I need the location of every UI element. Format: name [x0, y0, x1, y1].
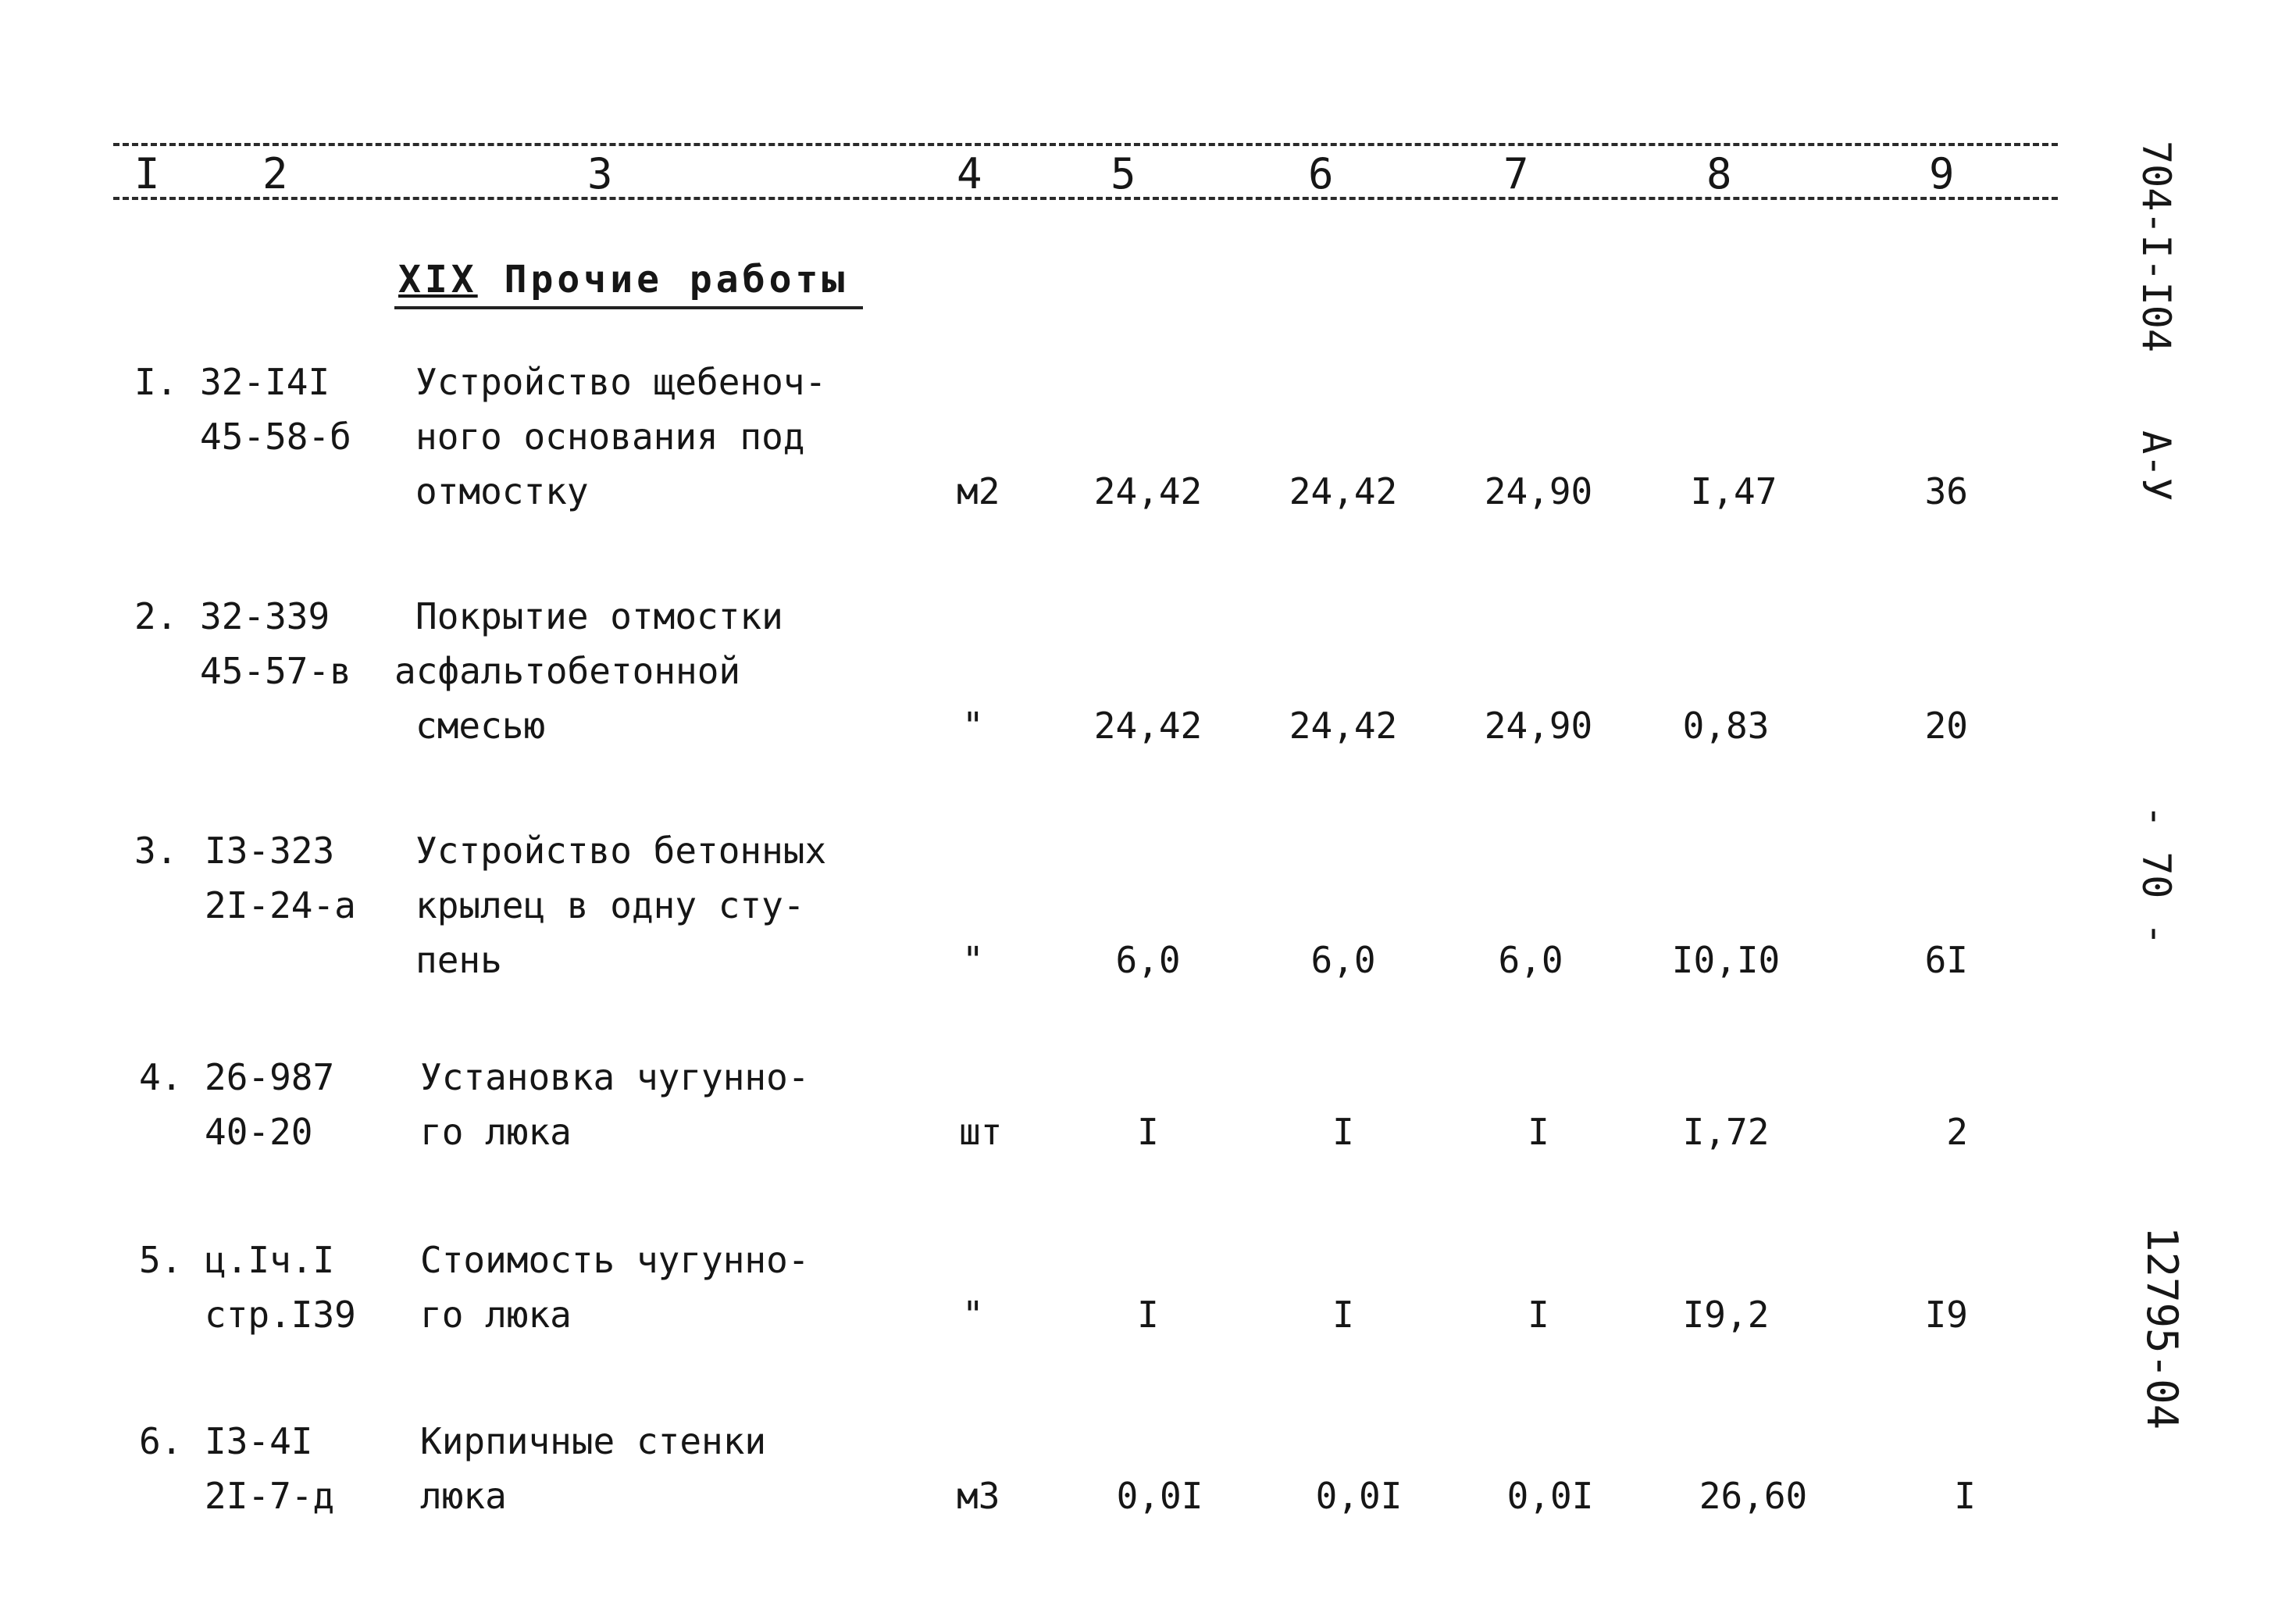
column-header-4: 4: [957, 149, 982, 198]
row-value-col5: I: [1137, 1294, 1159, 1336]
row-value-col5: 0,0I: [1116, 1475, 1203, 1517]
row-description-line: Кирпичные стенки: [420, 1420, 767, 1462]
row-value-col8: I,47: [1690, 470, 1777, 512]
header-top-rule: [113, 143, 2058, 146]
row-value-col6: I: [1332, 1111, 1354, 1153]
row-description-line: пень: [415, 939, 502, 981]
column-header-9: 9: [1929, 149, 1955, 198]
row-number: 5.: [139, 1239, 183, 1281]
row-value-col9: I9: [1924, 1294, 1968, 1336]
row-unit: ": [962, 705, 984, 747]
row-value-col9: I: [1954, 1475, 1976, 1517]
margin-page-number: - 70 -: [2134, 805, 2179, 946]
row-value-col9: 6I: [1924, 939, 1968, 981]
row-value-col6: 6,0: [1310, 939, 1376, 981]
row-number: 3.: [134, 830, 178, 872]
column-header-5: 5: [1111, 149, 1136, 198]
row-description-line: крылец в одну сту-: [415, 884, 805, 926]
row-code-line: 2I-24-а: [205, 884, 356, 926]
row-value-col8: I,72: [1682, 1111, 1770, 1153]
margin-album-text: А-У: [2134, 430, 2179, 501]
section-title-text: Прочие работы: [504, 258, 849, 302]
row-description-line: Установка чугунно-: [420, 1056, 810, 1098]
column-header-7: 7: [1503, 149, 1529, 198]
column-header-8: 8: [1706, 149, 1732, 198]
row-code-line: I3-4I: [205, 1420, 313, 1462]
row-unit: м2: [957, 470, 1000, 512]
row-number: I.: [134, 361, 178, 403]
row-description-line: го люка: [420, 1111, 572, 1153]
row-value-col7: 6,0: [1498, 939, 1563, 981]
row-number: 6.: [139, 1420, 183, 1462]
row-value-col9: 2: [1946, 1111, 1968, 1153]
row-value-col7: 24,90: [1484, 470, 1593, 512]
column-header-3: 3: [587, 149, 613, 198]
row-value-col6: 0,0I: [1315, 1475, 1403, 1517]
row-number: 4.: [139, 1056, 183, 1098]
row-value-col7: 0,0I: [1506, 1475, 1594, 1517]
row-unit: шт: [959, 1111, 1003, 1153]
row-value-col5: 6,0: [1115, 939, 1181, 981]
row-code-line: 45-57-в: [200, 650, 351, 692]
row-description-line: смесью: [415, 705, 546, 747]
row-value-col5: 24,42: [1093, 705, 1203, 747]
row-code-line: 2I-7-д: [205, 1475, 335, 1517]
margin-document-code: [2134, 141, 2179, 501]
section-title: [398, 258, 848, 302]
row-description-line: отмостку: [415, 470, 589, 512]
row-value-col9: 20: [1924, 705, 1968, 747]
row-value-col8: 0,83: [1682, 705, 1770, 747]
row-code-line: 32-I4I: [200, 361, 330, 403]
row-code-line: ц.Iч.I: [205, 1239, 335, 1281]
row-value-col8: I9,2: [1682, 1294, 1770, 1336]
row-code-line: 32-339: [200, 595, 330, 637]
row-value-col6: 24,42: [1289, 705, 1398, 747]
margin-stamp-number: 12795-04: [2137, 1226, 2187, 1430]
row-code-line: 26-987: [205, 1056, 335, 1098]
row-unit: м3: [957, 1475, 1000, 1517]
row-value-col7: I: [1528, 1111, 1549, 1153]
header-bottom-rule: [113, 197, 2058, 200]
row-description-line: Устройство бетонных: [415, 830, 827, 872]
row-description-line: Стоимость чугунно-: [420, 1239, 810, 1281]
row-description-line: го люка: [420, 1294, 572, 1336]
row-value-col7: I: [1528, 1294, 1549, 1336]
row-value-col7: 24,90: [1484, 705, 1593, 747]
row-unit: ": [962, 1294, 984, 1336]
row-code-line: стр.I39: [205, 1294, 356, 1336]
section-underline: [394, 306, 863, 309]
section-numeral: XIX: [398, 258, 478, 302]
row-value-col8: 26,60: [1699, 1475, 1808, 1517]
row-description-line: люка: [420, 1475, 507, 1517]
column-header-1: I: [134, 149, 160, 198]
row-value-col6: 24,42: [1289, 470, 1398, 512]
row-description-line: Устройство щебеноч-: [415, 361, 827, 403]
row-unit: ": [962, 939, 984, 981]
row-number: 2.: [134, 595, 178, 637]
row-description-line: ного основания под: [415, 416, 805, 458]
row-description-line: асфальтобетонной: [394, 650, 741, 692]
row-value-col9: 36: [1924, 470, 1968, 512]
row-value-col5: 24,42: [1093, 470, 1203, 512]
row-code-line: I3-323: [205, 830, 335, 872]
row-code-line: 45-58-б: [200, 416, 351, 458]
row-value-col5: I: [1137, 1111, 1159, 1153]
row-description-line: Покрытие отмостки: [415, 595, 783, 637]
column-header-2: 2: [262, 149, 288, 198]
row-value-col8: I0,I0: [1671, 939, 1781, 981]
column-header-6: 6: [1308, 149, 1334, 198]
row-value-col6: I: [1332, 1294, 1354, 1336]
row-code-line: 40-20: [205, 1111, 313, 1153]
margin-doc-code-text: 704-I-I04: [2134, 141, 2179, 352]
